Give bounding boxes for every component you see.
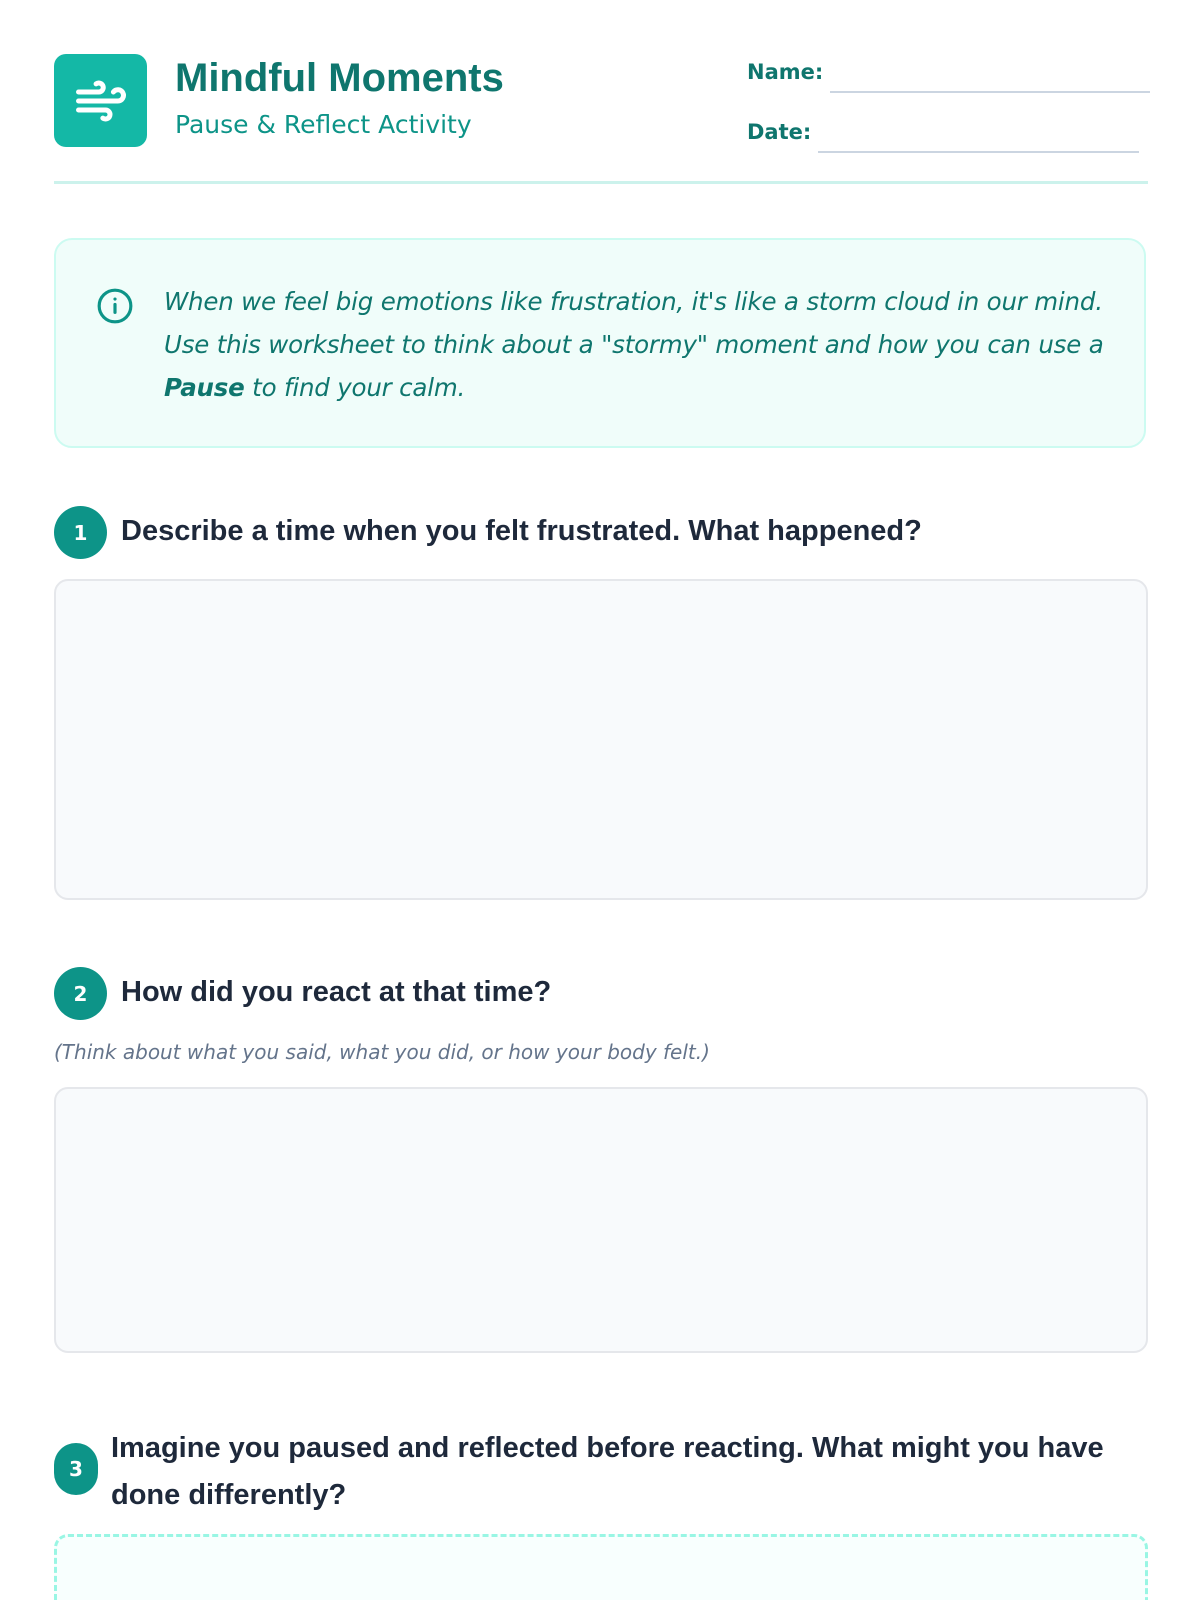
question-number-badge: 2: [54, 967, 107, 1020]
wind-icon: [74, 74, 128, 128]
question-number-badge: 3: [54, 1443, 98, 1495]
info-icon: [96, 287, 134, 325]
question-number-badge: 1: [54, 506, 107, 559]
answer-box[interactable]: [54, 1534, 1148, 1600]
answer-box[interactable]: [54, 579, 1148, 900]
worksheet-subtitle: Pause & Reflect Activity: [175, 110, 472, 139]
name-label: Name:: [747, 60, 824, 84]
intro-text: [164, 280, 1124, 409]
question-text: Imagine you paused and reflected before reacting. What might you have done differently?: [111, 1432, 1104, 1511]
worksheet-title: Mindful Moments: [175, 56, 504, 100]
date-label: Date:: [747, 120, 812, 144]
question-hint: (Think about what you said, what you did, or how your body felt.): [54, 1040, 710, 1064]
logo-tile: [54, 54, 147, 147]
question-text: Describe a time when you felt frustrated. What happened?: [121, 515, 922, 547]
intro-text-before: When we feel big emotions like frustration, it's like a storm cloud in our mind. Use this worksheet to think about a "stormy" moment and how you can use a: [164, 287, 1104, 359]
date-field[interactable]: [818, 151, 1139, 153]
name-field[interactable]: [830, 91, 1150, 93]
answer-box[interactable]: [54, 1087, 1148, 1353]
question-text: How did you react at that time?: [121, 976, 552, 1008]
intro-text-after: to find your calm.: [244, 373, 466, 402]
intro-emphasis: Pause: [164, 373, 245, 402]
header-divider: [54, 181, 1148, 184]
